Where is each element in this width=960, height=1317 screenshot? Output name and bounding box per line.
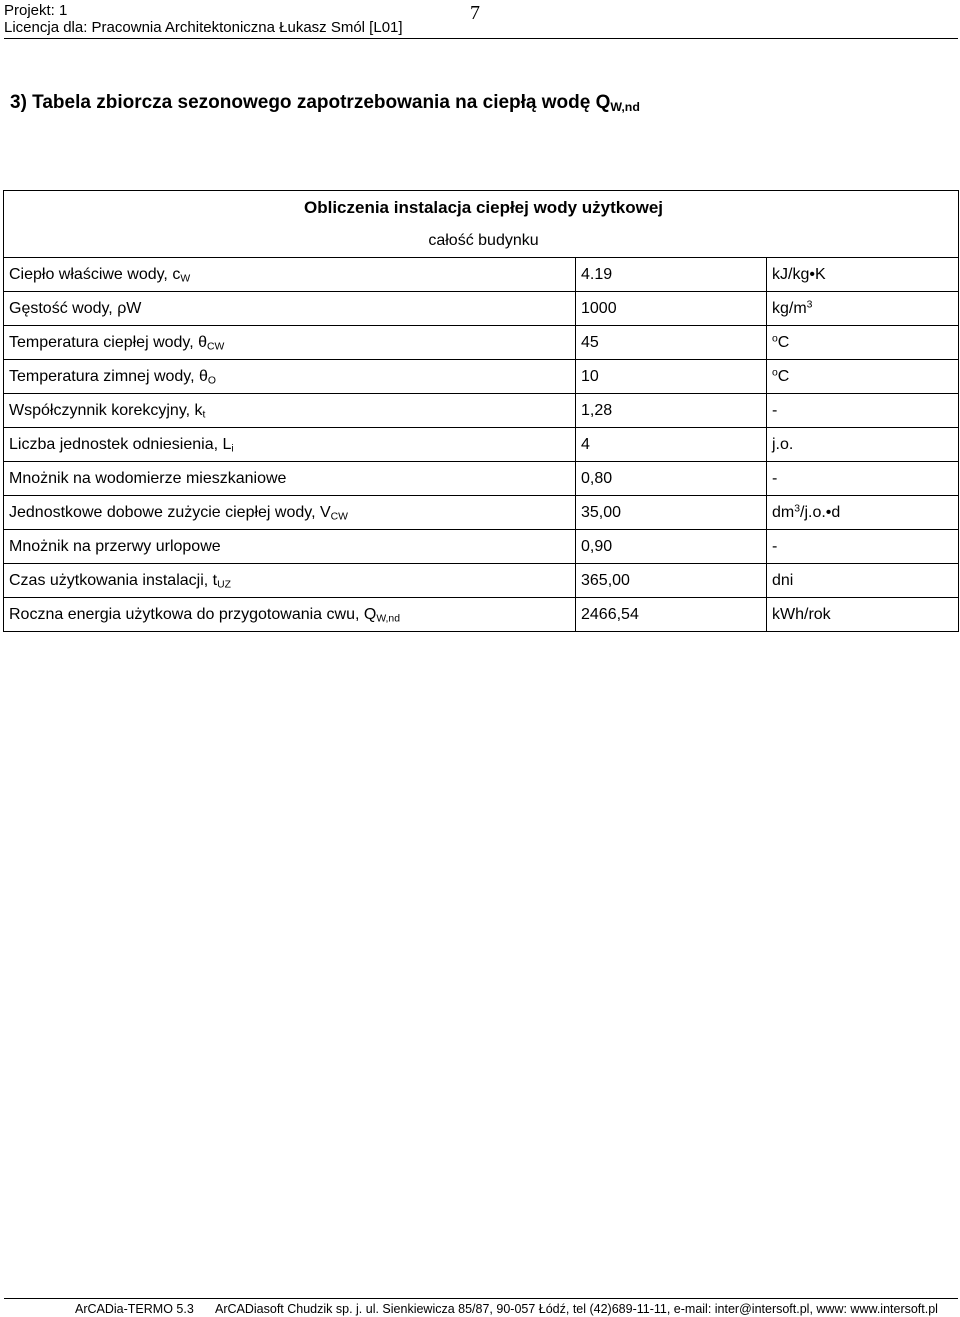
table-subtitle: całość budynku (4, 224, 959, 258)
row-value (576, 496, 767, 530)
row-value-text: 2466,54 (581, 605, 639, 623)
row-label (4, 292, 576, 326)
row-label-subscript: W,nd (376, 613, 400, 625)
table-subtitle-row (4, 224, 959, 258)
row-value (576, 292, 767, 326)
row-label-subscript: W (180, 273, 191, 285)
license-label: Licencja dla: Pracownia Architektoniczna Łukasz Smól [L01] (4, 19, 403, 36)
row-label (4, 564, 576, 598)
row-label-subscript: CW (330, 511, 348, 523)
row-label (4, 360, 576, 394)
table-title: Obliczenia instalacja ciepłej wody użytkowej (4, 191, 959, 225)
calculation-table (3, 190, 959, 632)
row-unit (767, 360, 959, 394)
row-label-subscript: t (202, 409, 206, 421)
row-unit-text: C (777, 367, 790, 385)
row-label-text: Ciepło właściwe wody, c (9, 265, 181, 283)
row-value (576, 360, 767, 394)
row-unit-prefix-superscript: o (772, 332, 778, 344)
table-title-row (4, 191, 959, 225)
row-label-text: Mnożnik na wodomierze mieszkaniowe (9, 469, 287, 487)
row-value (576, 428, 767, 462)
table-row (4, 496, 959, 530)
row-label (4, 530, 576, 564)
section-title-main: 3) Tabela zbiorcza sezonowego zapotrzebowania na ciepłą wodę Q (10, 92, 611, 113)
row-unit-superscript: 3 (794, 502, 801, 514)
row-unit (767, 428, 959, 462)
row-unit-text: dm (772, 503, 795, 521)
table-row (4, 394, 959, 428)
row-unit-text: dni (772, 571, 794, 589)
table-row (4, 462, 959, 496)
row-value-text: 0,90 (581, 537, 613, 555)
row-label-subscript: i (231, 443, 234, 455)
row-label-text: Czas użytkowania instalacji, t (9, 571, 218, 589)
row-label-text: Roczna energia użytkowa do przygotowania cwu, Q (9, 605, 377, 623)
row-unit-tail: /j.o.•d (800, 503, 841, 521)
row-value-text: 4 (581, 435, 590, 453)
table-row (4, 598, 959, 632)
row-unit-text: - (772, 537, 778, 555)
row-unit (767, 462, 959, 496)
row-label-subscript: O (207, 375, 216, 387)
row-label-subscript: CW (207, 341, 225, 353)
row-label-text: Liczba jednostek odniesienia, L (9, 435, 232, 453)
row-unit (767, 530, 959, 564)
row-value-text: 35,00 (581, 503, 622, 521)
row-label (4, 326, 576, 360)
row-label-text: Współczynnik korekcyjny, k (9, 401, 203, 419)
row-unit-text: C (777, 333, 790, 351)
row-unit (767, 564, 959, 598)
footer-program: ArCADia-TERMO 5.3 (75, 1302, 194, 1316)
table-row (4, 360, 959, 394)
row-label (4, 394, 576, 428)
row-label-text: Temperatura zimnej wody, θ (9, 367, 208, 385)
row-value (576, 530, 767, 564)
section-title-subscript: W,nd (610, 100, 640, 115)
row-label-text: Gęstość wody, ρW (9, 299, 142, 317)
row-unit (767, 326, 959, 360)
row-unit-text: j.o. (772, 435, 794, 453)
row-unit-text: - (772, 401, 778, 419)
row-value (576, 394, 767, 428)
row-unit-superscript: 3 (806, 298, 813, 310)
table-row (4, 428, 959, 462)
row-label-text: Mnożnik na przerwy urlopowe (9, 537, 221, 555)
table-row (4, 530, 959, 564)
row-unit (767, 394, 959, 428)
row-unit (767, 292, 959, 326)
table-row (4, 326, 959, 360)
page-number: 7 (470, 2, 480, 24)
table-row (4, 564, 959, 598)
row-value (576, 564, 767, 598)
row-value-text: 4.19 (581, 265, 613, 283)
row-label (4, 496, 576, 530)
row-unit-text: kg/m (772, 299, 807, 317)
row-label-text: Jednostkowe dobowe zużycie ciepłej wody, V (9, 503, 331, 521)
row-unit (767, 258, 959, 292)
row-value (576, 598, 767, 632)
row-value-text: 1,28 (581, 401, 613, 419)
row-unit-text: kWh/rok (772, 605, 831, 623)
row-value-text: 1000 (581, 299, 617, 317)
row-value (576, 462, 767, 496)
row-label (4, 598, 576, 632)
footer-company: ArCADiasoft Chudzik sp. j. ul. Sienkiewicza 85/87, 90-057 Łódź, tel (42)689-11-11, e-mail: inter@intersoft.pl, www: www.intersoft.pl (215, 1302, 938, 1316)
row-unit (767, 598, 959, 632)
row-value (576, 258, 767, 292)
table-row (4, 258, 959, 292)
table-row (4, 292, 959, 326)
row-label (4, 428, 576, 462)
row-value-text: 45 (581, 333, 599, 351)
row-value-text: 10 (581, 367, 599, 385)
project-label: Projekt: 1 (4, 2, 68, 19)
row-value (576, 326, 767, 360)
row-unit-prefix-superscript: o (772, 366, 778, 378)
row-value-text: 0,80 (581, 469, 613, 487)
row-label (4, 258, 576, 292)
page-header (4, 0, 958, 39)
row-label-subscript: UZ (217, 579, 231, 591)
row-unit-text: kJ/kg•K (772, 265, 826, 283)
row-unit-text: - (772, 469, 778, 487)
section-title (10, 92, 640, 114)
row-label-text: Temperatura ciepłej wody, θ (9, 333, 208, 351)
page-footer (4, 1298, 958, 1316)
row-value-text: 365,00 (581, 571, 630, 589)
row-label (4, 462, 576, 496)
row-unit (767, 496, 959, 530)
